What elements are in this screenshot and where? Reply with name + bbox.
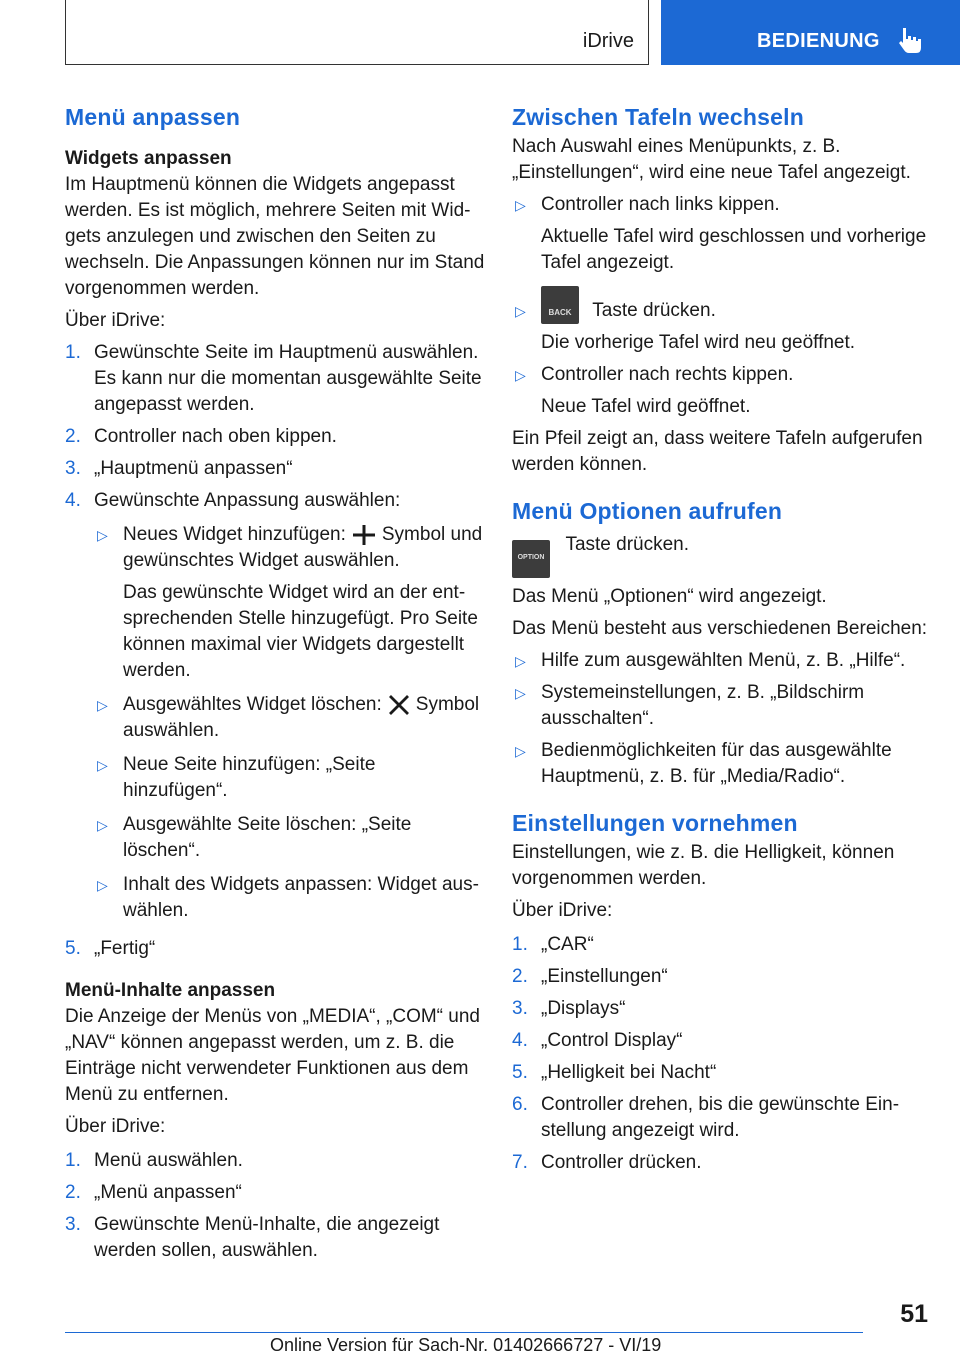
header-chapter-label: BEDIENUNG bbox=[757, 30, 880, 52]
list-item: 1. „CAR“ bbox=[512, 934, 594, 955]
list-item: ▷ Controller nach links kippen. Aktuelle Tafel wird geschlossen und vorherige Tafel angezeigt. bbox=[515, 194, 927, 273]
list-item: 7. Controller drücken. bbox=[512, 1152, 702, 1173]
header-section-label: iDrive bbox=[582, 30, 634, 52]
steps-menue-inhalte bbox=[65, 1148, 485, 1264]
footer-divider bbox=[65, 1332, 863, 1333]
list-item: 5. „Helligkeit bei Nacht“ bbox=[512, 1062, 717, 1083]
list-item: 2. „Einstellungen“ bbox=[512, 966, 668, 987]
paragraph-option-1: Das Menü „Optionen“ wird angezeigt. bbox=[512, 586, 827, 607]
paragraph-widgets: Im Hauptmenü können die Widgets angepasst werden. Es ist möglich, mehrere Seiten mit Widgets anzulegen und zwischen den Seiten zu wechseln. Die Anpassungen können nur im Stand vorgenommen werden. bbox=[65, 174, 485, 299]
list-item: ▷ Neues Widget hinzufügen: Symbol und gewünschtes Widget auswählen. Das gewünschte Widget wird an der entsprechenden Stelle hinzugefügt. Pro Seite können maximal vier Widgets dargestellt werden. bbox=[97, 524, 483, 681]
back-key-icon: BACK bbox=[541, 286, 579, 324]
list-item: ▷ Neue Seite hinzufügen: „Seite hinzufügen“. bbox=[97, 754, 376, 801]
list-item: 5. „Fertig“ bbox=[65, 938, 156, 959]
header-section-box bbox=[65, 0, 649, 65]
paragraph-option-2: Das Menü besteht aus verschiedenen Bereichen: bbox=[512, 618, 928, 639]
list-item: ▷ Bedienmöglichkeiten für das ausgewählte Hauptmenü, z. B. für „Media/Radio“. bbox=[515, 740, 892, 787]
sub-options bbox=[94, 522, 485, 924]
list-item: 1. Gewünschte Seite im Hauptmenü auswählen. Es kann nur die momentan ausgewählte Seite angepasst werden. bbox=[65, 342, 482, 415]
option-key-row bbox=[512, 532, 932, 576]
option-key-icon: OPTION bbox=[512, 540, 550, 578]
list-item: 2. „Menü anpassen“ bbox=[65, 1182, 242, 1203]
list-item: 4. „Control Display“ bbox=[512, 1030, 683, 1051]
paragraph-tafeln: Nach Auswahl eines Menüpunkts, z. B. „Einstellungen“, wird eine neue Tafel angezeigt. bbox=[512, 136, 911, 183]
heading-menu-anpassen: Menü anpassen bbox=[65, 104, 241, 130]
steps-einstellungen bbox=[512, 932, 932, 1176]
list-item: 3. „Displays“ bbox=[512, 998, 626, 1019]
list-item: ▷ Systemeinstellungen, z. B. „Bildschirm ausschalten“. bbox=[515, 682, 865, 729]
paragraph-ueber-idrive-3: Über iDrive: bbox=[512, 900, 613, 921]
paragraph-pfeil: Ein Pfeil zeigt an, dass weitere Tafeln aufgerufen werden können. bbox=[512, 428, 923, 475]
list-item: ▷ Ausgewählte Seite löschen: „Seite löschen“. bbox=[97, 814, 412, 861]
plus-icon bbox=[352, 525, 376, 545]
list-item: ▷ Hilfe zum ausgewählten Menü, z. B. „Hilfe“. bbox=[515, 650, 906, 671]
list-item: 6. Controller drehen, bis die gewünschte Einstellung angezeigt wird. bbox=[512, 1094, 900, 1141]
list-item: 3. „Hauptmenü anpassen“ bbox=[65, 458, 293, 479]
paragraph-einstellungen: Einstellungen, wie z. B. die Helligkeit, können vorgenommen werden. bbox=[512, 842, 895, 889]
list-item: 1. Menü auswählen. bbox=[65, 1150, 243, 1171]
subheading-widgets: Widgets anpassen bbox=[65, 148, 232, 169]
list-item: 2. Controller nach oben kippen. bbox=[65, 426, 337, 447]
heading-tafeln-wechseln: Zwischen Tafeln wechseln bbox=[512, 104, 804, 130]
footer-text: Online Version für Sach-Nr. 01402666727 - VI/19 bbox=[270, 1335, 662, 1355]
close-icon bbox=[388, 695, 410, 715]
page-number: 51 bbox=[900, 1300, 928, 1328]
paragraph-menue-inhalte: Die Anzeige der Menüs von „MEDIA“, „COM“ und „NAV“ können angepasst werden, um z. B. die Einträge nicht verwendeter Funktionen aus dem Menü zu entfernen. bbox=[65, 1006, 480, 1105]
heading-einstellungen: Einstellungen vornehmen bbox=[512, 810, 798, 836]
tafeln-list bbox=[512, 192, 932, 420]
list-item: ▷ Controller nach rechts kippen. Neue Tafel wird geöffnet. bbox=[515, 364, 794, 417]
hand-pointer-icon bbox=[897, 26, 923, 54]
paragraph-ueber-idrive-2: Über iDrive: bbox=[65, 1116, 166, 1137]
steps-widgets bbox=[65, 340, 485, 962]
subheading-menue-inhalte: Menü-Inhalte anpassen bbox=[65, 980, 276, 1001]
list-item: 4. Gewünschte Anpassung auswählen: ▷ Neues Widget hinzufügen: Symbol und gewünschtes Widget auswählen. Das gewünschte Widget wird an der entsprechenden Stelle hinzugefügt. Pro Seite können maximal vier Widgets dargestellt werden. ▷ Ausgewähltes Widget löschen: Symbol auswählen. ▷ Neue Seite hinzufügen: „Seite hinzufügen“. ▷ Ausgewählte Seite löschen: „Seite löschen“. ▷ Inhalt des Widgets anpassen: Widget auswählen. bbox=[65, 488, 485, 924]
left-column bbox=[65, 100, 485, 1264]
heading-optionen: Menü Optionen aufrufen bbox=[512, 498, 783, 524]
right-column bbox=[512, 100, 932, 1176]
paragraph-ueber-idrive-1: Über iDrive: bbox=[65, 310, 166, 331]
list-item: ▷ Ausgewähltes Widget löschen: Symbol auswählen. bbox=[97, 694, 480, 741]
bereiche-list bbox=[512, 648, 932, 790]
list-item: ▷ BACK Taste drücken. Die vorherige Tafel wird neu geöffnet. bbox=[512, 286, 932, 356]
list-item: ▷ Inhalt des Widgets anpassen: Widget auswählen. bbox=[97, 874, 479, 921]
option-taste-label: Taste drücken. bbox=[565, 534, 690, 555]
list-item: 3. Gewünschte Menü-Inhalte, die angezeigt werden sollen, auswählen. bbox=[65, 1214, 440, 1261]
header-chapter-box bbox=[661, 0, 960, 65]
